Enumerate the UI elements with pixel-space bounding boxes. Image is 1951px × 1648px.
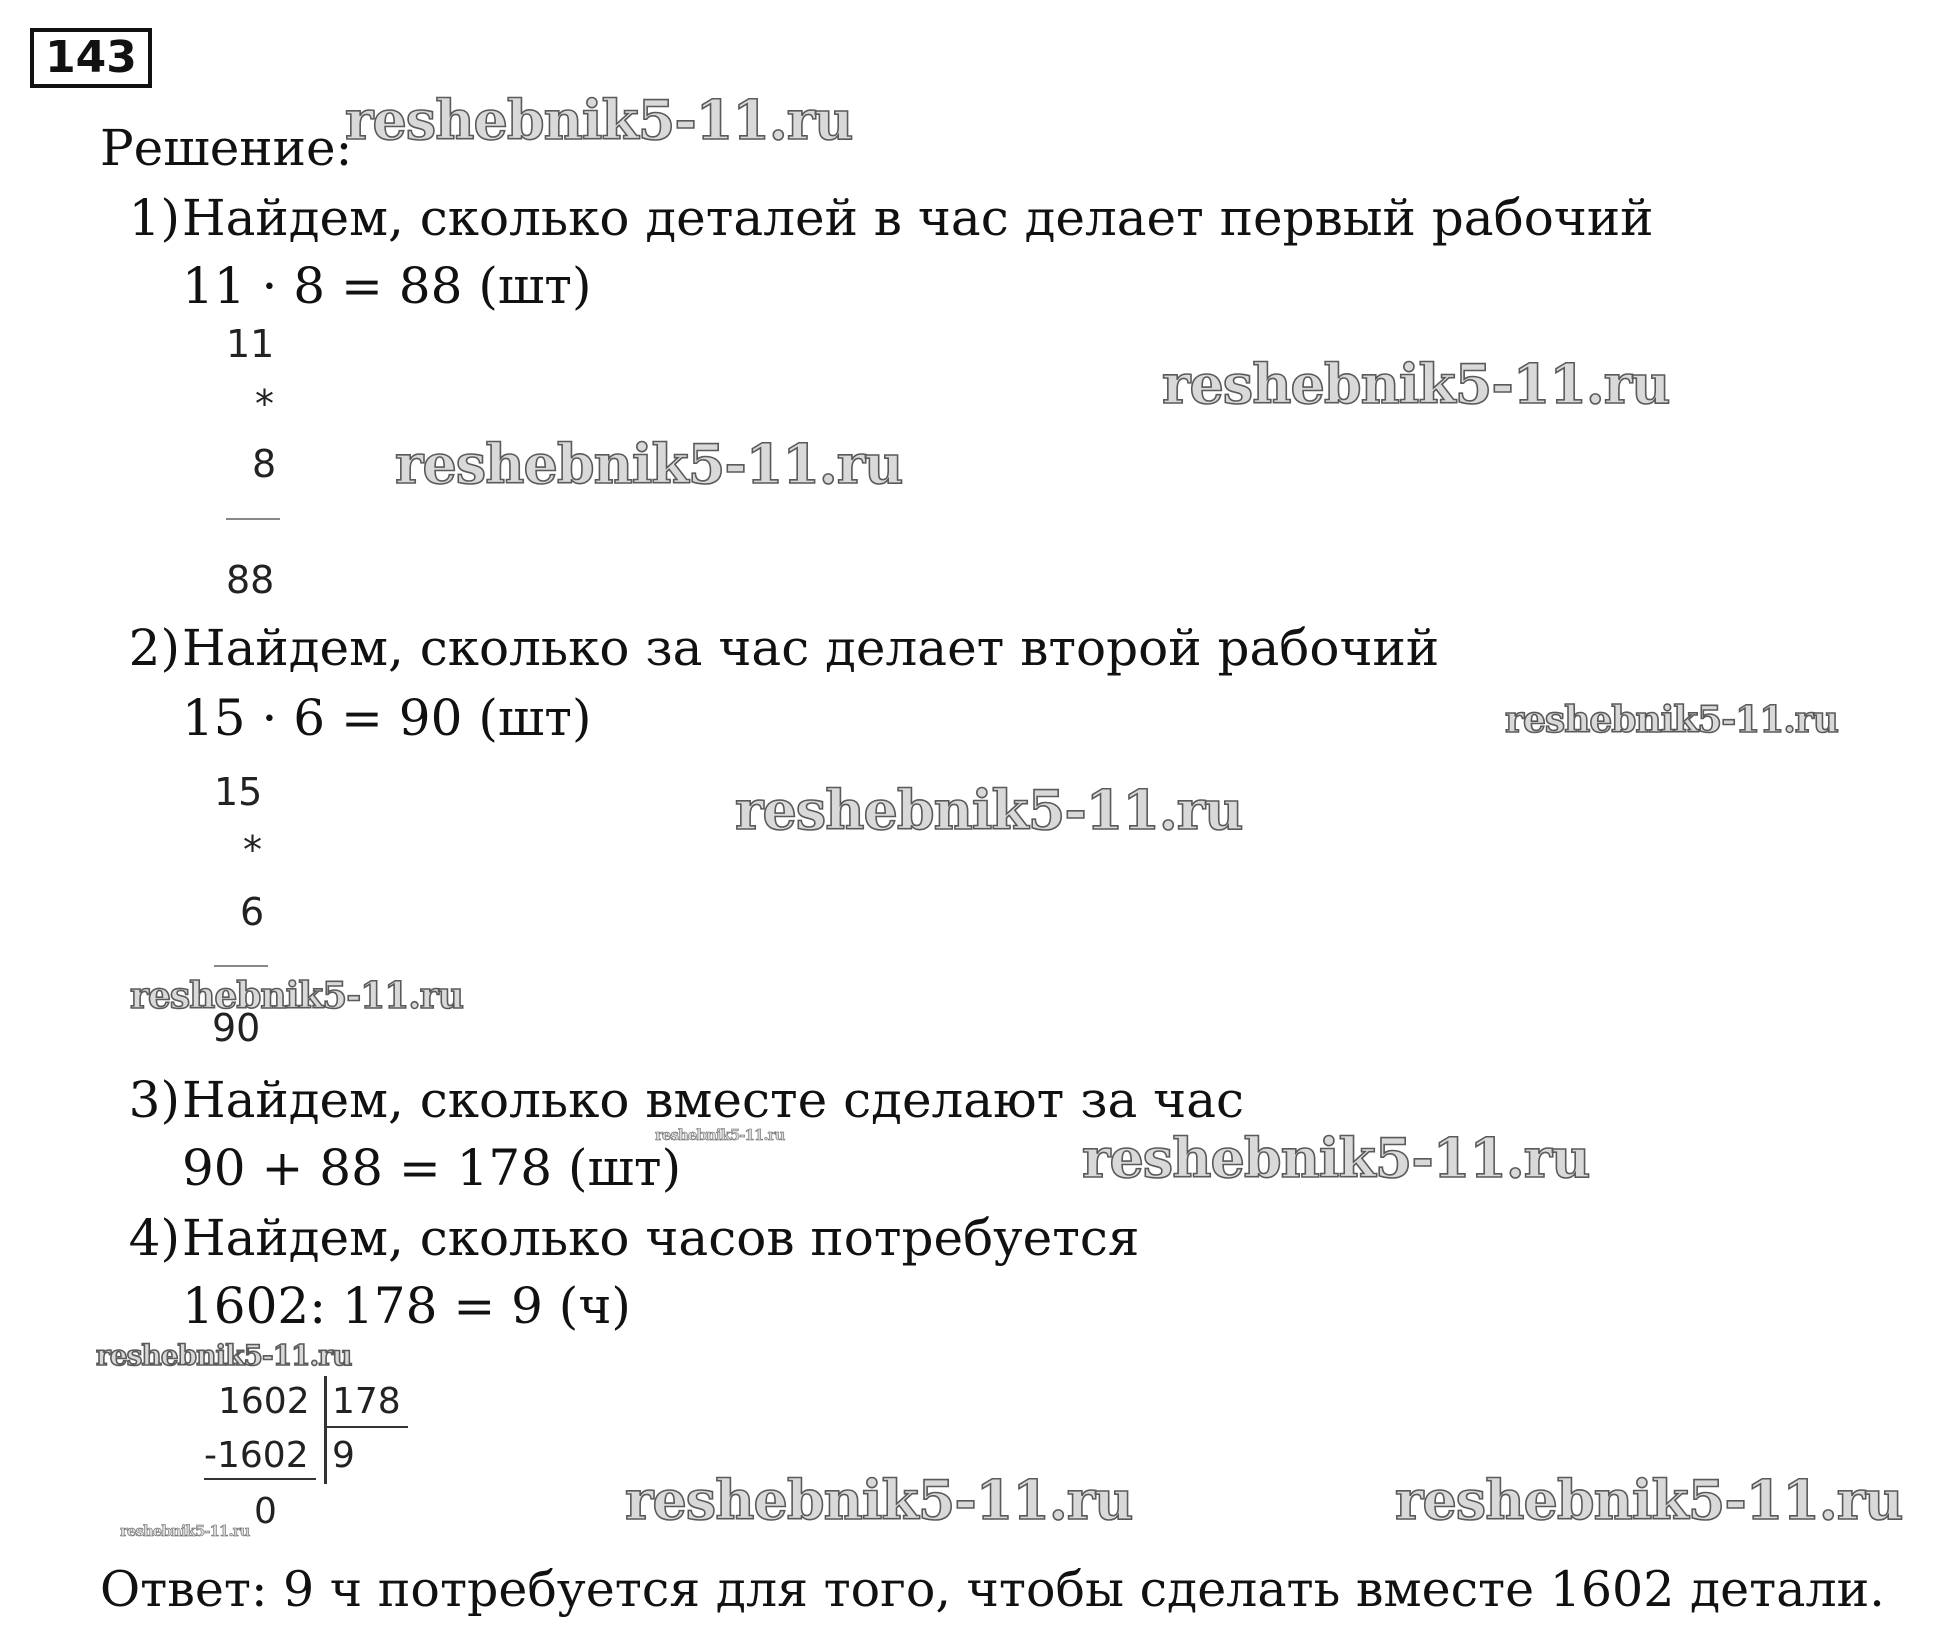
task-number: 143	[30, 28, 152, 88]
step-2-text: Найдем, сколько за час делает второй рабочий	[182, 619, 1440, 677]
watermark: reshebnik5-11.ru	[625, 1468, 1133, 1532]
solution-heading: Решение:	[100, 119, 353, 177]
watermark: reshebnik5-11.ru	[96, 1339, 352, 1372]
mult2-operator: *	[243, 828, 262, 872]
division-subtrahend: -1602	[204, 1435, 309, 1476]
watermark: reshebnik5-11.ru	[130, 975, 463, 1017]
step-1-text: Найдем, сколько деталей в час делает первый рабочий	[182, 189, 1654, 247]
division-vertical-bar	[324, 1376, 327, 1484]
division-result-line	[204, 1478, 316, 1480]
step-3-marker: 3)	[128, 1071, 180, 1129]
division-quotient: 9	[332, 1435, 355, 1476]
mult1-bottom: 8	[252, 442, 277, 486]
division-remainder: 0	[254, 1491, 277, 1532]
mult2-bottom: 6	[240, 890, 265, 934]
step-4-marker: 4)	[128, 1209, 180, 1267]
mult2-result: 90	[212, 1006, 261, 1050]
step-2-marker: 2)	[128, 619, 180, 677]
watermark: reshebnik5-11.ru	[655, 1126, 785, 1144]
watermark: reshebnik5-11.ru	[120, 1522, 250, 1540]
watermark: reshebnik5-11.ru	[1162, 352, 1670, 416]
watermark: reshebnik5-11.ru	[395, 432, 903, 496]
division-divisor: 178	[332, 1381, 401, 1422]
watermark: reshebnik5-11.ru	[1082, 1126, 1590, 1190]
watermark: reshebnik5-11.ru	[345, 88, 853, 152]
step-1-marker: 1)	[128, 189, 180, 247]
step-4-equation: 1602: 178 = 9 (ч)	[182, 1277, 631, 1335]
division-divisor-line	[326, 1426, 408, 1428]
mult1-top: 11	[226, 322, 275, 366]
watermark: reshebnik5-11.ru	[735, 778, 1243, 842]
watermark: reshebnik5-11.ru	[1505, 699, 1838, 741]
step-2-equation: 15 · 6 = 90 (шт)	[182, 689, 592, 747]
step-3-text: Найдем, сколько вместе сделают за час	[182, 1071, 1245, 1129]
mult2-top: 15	[214, 770, 263, 814]
mult1-operator: *	[255, 382, 274, 426]
step-1-equation: 11 · 8 = 88 (шт)	[182, 257, 592, 315]
mult1-result: 88	[226, 558, 275, 602]
mult2-rule	[214, 965, 268, 967]
step-4-text: Найдем, сколько часов потребуется	[182, 1209, 1140, 1267]
step-3-equation: 90 + 88 = 178 (шт)	[182, 1139, 682, 1197]
answer-text: Ответ: 9 ч потребуется для того, чтобы сделать вместе 1602 детали.	[100, 1561, 1885, 1618]
watermark: reshebnik5-11.ru	[1395, 1468, 1903, 1532]
division-dividend: 1602	[218, 1381, 310, 1422]
mult1-rule	[226, 518, 280, 520]
